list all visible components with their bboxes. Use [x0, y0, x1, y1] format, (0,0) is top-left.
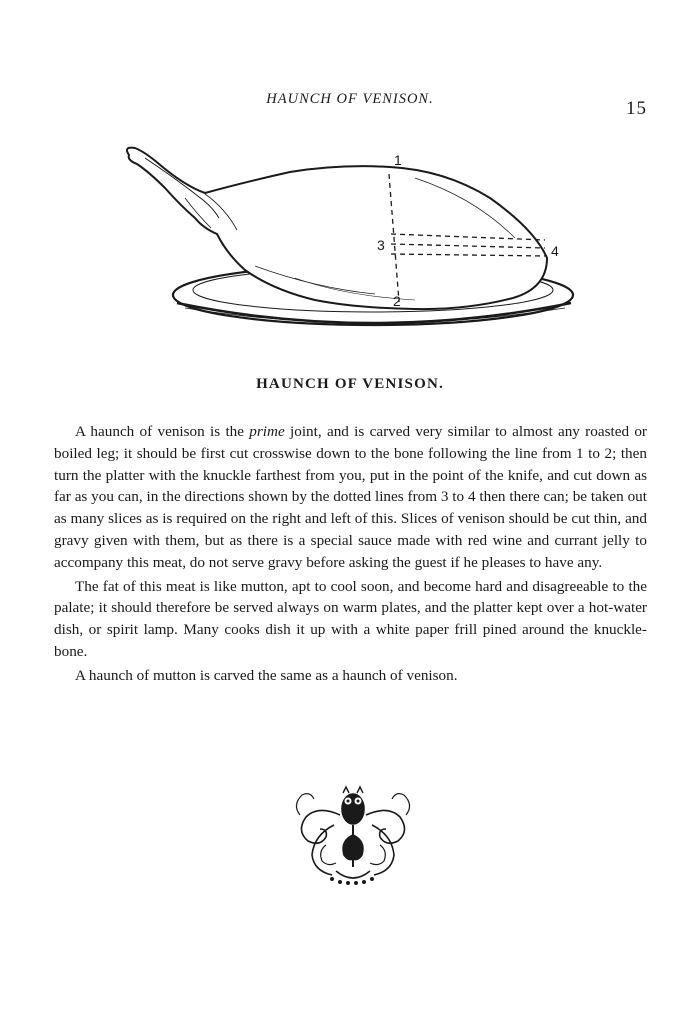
- haunch-icon: [127, 148, 547, 309]
- paragraph-2: The fat of this meat is like mutton, apt to cool soon, and become hard and disagreeable to the palate; it should therefore be served always on warm plates, and the platter kept over a hot-water dish, or spirit lamp. Many cooks dish it up with a white paper frill pined around the knuckle-bone.: [54, 577, 647, 660]
- article-body: [54, 421, 647, 689]
- page-number: 15: [626, 98, 647, 119]
- owl-ornament-icon: [288, 775, 418, 890]
- figure-label-2: 2: [393, 293, 401, 309]
- haunch-illustration: [115, 138, 585, 348]
- paragraph-3: A haunch of mutton is carved the same as a haunch of venison.: [75, 666, 458, 684]
- section-title: HAUNCH OF VENISON.: [256, 376, 444, 392]
- emphasis-prime: prime: [249, 423, 285, 440]
- figure-label-3: 3: [377, 237, 385, 253]
- figure-label-1: 1: [394, 152, 402, 168]
- running-head: HAUNCH OF VENISON.: [266, 91, 434, 107]
- paragraph-1: A haunch of venison is the prime joint, and is carved very similar to almost any roasted or boiled leg; it should be first cut crosswise down to the bone following the line from 1 to 2; then turn the platter with the knuckle farthest from you, put in the point of the knife, and cut down as far as you can, in the directions shown by the dotted lines from 3 to 4 then there can; be taken out as many slices as is required on the right and left of this. Slices of venison should be cut thin, and gravy given with them, but as there is a special sauce made with red wine and currant jelly to accompany this meat, do not serve gravy before asking the guest if he pleases to have any.: [54, 423, 647, 571]
- figure-label-4: 4: [551, 243, 559, 259]
